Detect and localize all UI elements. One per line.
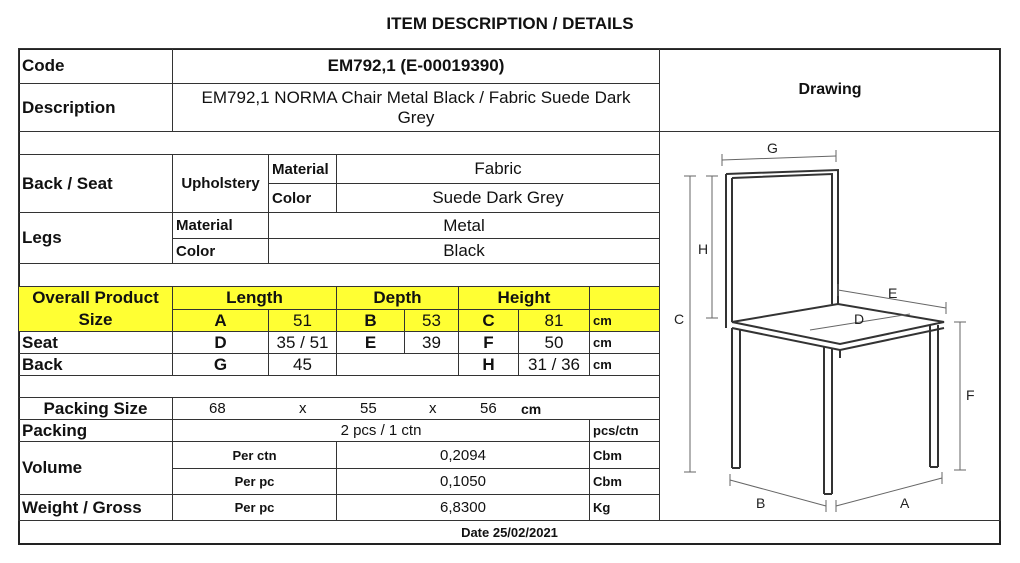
page-title: ITEM DESCRIPTION / DETAILS (386, 14, 634, 33)
b-value: 53 (404, 309, 459, 332)
packing-value: 2 pcs / 1 ctn (172, 419, 590, 442)
packing-size-row (172, 397, 660, 420)
packing-size-height: 56 (480, 400, 497, 417)
height-header: Height (458, 286, 590, 310)
spacer-row (18, 263, 660, 287)
packing-size-x1: x (299, 400, 307, 417)
a-label: A (172, 309, 269, 332)
c-label: C (458, 309, 519, 332)
depth-header: Depth (336, 286, 459, 310)
overall-unit: cm (589, 309, 660, 332)
upholstery-material-label: Material (268, 154, 337, 184)
dim-label-d: D (854, 311, 865, 327)
footer-date: Date 25/02/2021 (461, 525, 558, 540)
volume-per-ctn-label: Per ctn (172, 441, 337, 469)
d-label: D (172, 331, 269, 354)
empty-cell (336, 353, 459, 376)
h-label: H (458, 353, 519, 376)
legs-label: Legs (18, 212, 173, 264)
overall-size-label-line2: Size (78, 310, 113, 329)
f-label: F (458, 331, 519, 354)
code-value: EM792,1 (E-00019390) (172, 48, 660, 84)
upholstery-material-value: Fabric (336, 154, 660, 184)
description-value: EM792,1 NORMA Chair Metal Black / Fabric Suede Dark Grey (172, 83, 660, 132)
f-value: 50 (518, 331, 590, 354)
packing-size-width: 55 (360, 400, 377, 417)
seat-label: Seat (18, 331, 173, 354)
b-label: B (336, 309, 405, 332)
dim-label-e: E (888, 285, 898, 301)
volume-per-ctn-unit: Cbm (589, 441, 660, 469)
length-header: Length (172, 286, 337, 310)
packing-unit: pcs/ctn (589, 419, 660, 442)
code-label: Code (18, 48, 173, 84)
e-label: E (336, 331, 405, 354)
upholstery-label: Upholstery (172, 154, 269, 213)
packing-size-unit: cm (521, 400, 542, 417)
weight-per-pc-label: Per pc (172, 494, 337, 521)
upholstery-color-label: Color (268, 183, 337, 213)
weight-label: Weight / Gross (18, 494, 173, 521)
overall-size-label (18, 286, 173, 332)
back-unit: cm (589, 353, 660, 376)
g-value: 45 (268, 353, 337, 376)
packing-size-label: Packing Size (18, 397, 173, 420)
dim-label-g: G (767, 140, 778, 156)
legs-color-value: Black (268, 238, 660, 264)
packing-size-length: 68 (209, 400, 226, 417)
upholstery-color-value: Suede Dark Grey (336, 183, 660, 213)
dim-label-f: F (966, 387, 975, 403)
g-label: G (172, 353, 269, 376)
spacer-row (18, 131, 660, 155)
c-value: 81 (518, 309, 590, 332)
seat-unit: cm (589, 331, 660, 354)
e-value: 39 (404, 331, 459, 354)
drawing-label: Drawing (659, 48, 1001, 132)
chair-drawing (660, 132, 1000, 520)
dim-label-a: A (900, 495, 910, 511)
dim-label-b: B (756, 495, 766, 511)
back-seat-label: Back / Seat (18, 154, 173, 213)
weight-value: 6,8300 (336, 494, 590, 521)
volume-per-pc-value: 0,1050 (336, 468, 590, 495)
packing-label: Packing (18, 419, 173, 442)
a-value: 51 (268, 309, 337, 332)
description-label: Description (18, 83, 173, 132)
d-value: 35 / 51 (268, 331, 337, 354)
h-value: 31 / 36 (518, 353, 590, 376)
packing-size-x2: x (429, 400, 437, 417)
weight-unit: Kg (589, 494, 660, 521)
volume-per-ctn-value: 0,2094 (336, 441, 590, 469)
legs-material-label: Material (172, 212, 269, 239)
overall-size-label-line1: Overall Product (32, 288, 159, 307)
legs-color-label: Color (172, 238, 269, 264)
dim-label-c: C (674, 311, 685, 327)
back-label: Back (18, 353, 173, 376)
legs-material-value: Metal (268, 212, 660, 239)
volume-per-pc-unit: Cbm (589, 468, 660, 495)
dim-label-h: H (698, 241, 709, 257)
spacer-row (18, 375, 660, 398)
volume-label: Volume (18, 441, 173, 495)
volume-per-pc-label: Per pc (172, 468, 337, 495)
unit-header (589, 286, 660, 310)
